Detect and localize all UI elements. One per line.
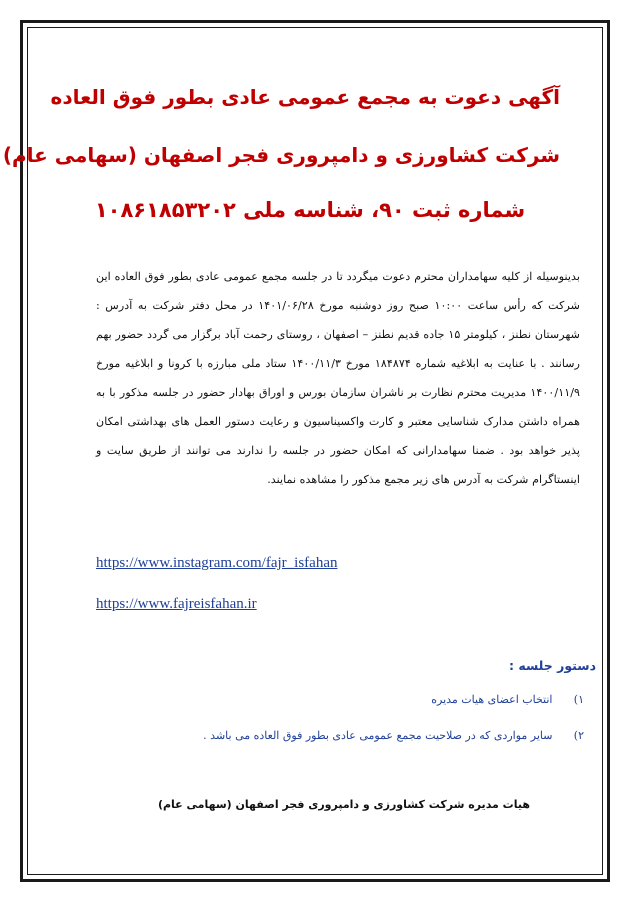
- agenda-item-number: ۲): [573, 729, 584, 742]
- agenda-item: [104, 724, 584, 760]
- registration-info: شماره ثبت ۹۰، شناسه ملی ۱۰۸۶۱۸۵۳۲۰۲: [94, 198, 526, 222]
- agenda-heading: دستور جلسه :: [509, 658, 596, 673]
- agenda-list: [104, 688, 584, 760]
- agenda-item-text: انتخاب اعضای هیات مدیره: [431, 693, 553, 706]
- board-signature: هیات مدیره شرکت کشاورزی و دامپروری فجر اصفهان (سهامی عام): [157, 798, 530, 811]
- website-link[interactable]: https://www.fajreisfahan.ir: [96, 596, 257, 612]
- instagram-link[interactable]: https://www.instagram.com/fajr_isfahan: [96, 555, 338, 571]
- company-name: شرکت کشاورزی و دامپروری فجر اصفهان (سهامی عام): [2, 143, 560, 167]
- agenda-item-number: ۱): [573, 693, 584, 706]
- agenda-item-text: سایر مواردی که در صلاحیت مجمع عمومی عادی بطور فوق العاده می باشد .: [203, 729, 553, 742]
- agenda-item: [104, 688, 584, 724]
- notice-title: آگهی دعوت به مجمع عمومی عادی بطور فوق العاده: [50, 85, 560, 109]
- invitation-paragraph: بدینوسیله از کلیه سهامداران محترم دعوت میگردد تا در جلسه مجمع عمومی عادی بطور فوق العاده این شرکت که رأس ساعت ۱۰:۰۰ صبح روز دوشنبه مورخ ۱۴۰۱/۰۶/۲۸ در محل دفتر شرکت به آدرس : شهرستان نطنز ، کیلومتر ۱۵ جاده قدیم نطنز – اصفهان ، روستای رحمت آباد برگزار می گردد حضور بهم رسانند . با عنایت به ابلاغیه شماره ۱۸۴۸۷۴ مورخ ۱۴۰۰/۱۱/۳ ستاد ملی مبارزه با کرونا و ابلاغیه مورخ ۱۴۰۰/۱۱/۹ مدیریت محترم نظارت بر ناشران سازمان بورس و اوراق بهادار حضور در جلسه مذکور با به همراه داشتن مدارک شناسایی معتبر و کارت واکسیناسیون و رعایت دستور العمل های بهداشتی امکان پذیر خواهد بود . ضمنا سهامدارانی که امکان حضور در جلسه را ندارند می توانند از طریق سایت و اینستاگرام شرکت به آدرس های زیر مجمع مذکور را مشاهده نمایند.: [96, 270, 581, 486]
